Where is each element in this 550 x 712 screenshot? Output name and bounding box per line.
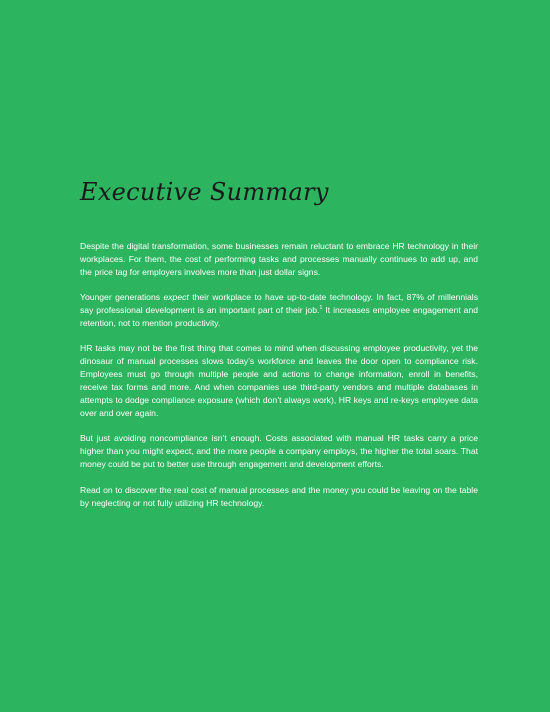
paragraph-text-segment: It increases employee engagement and retention, not to mention productivity. — [80, 305, 479, 329]
paragraph-read-on: Read on to discover the real cost of manual processes and the money you could be leaving on the table by neglecting or not fully utilizing HR technology. — [80, 484, 478, 508]
paragraph-hr-tasks: HR tasks may not be the first thing that comes to mind when discussing employee productivity, yet the dinosaur of manual processes slows today’s workforce and leaves the door open to compliance risk. Employees must go through multiple people and actions to change information, enroll in benefits, receive tax forms and more. And when companies use third-party vendors and multiple databases in attempts to dodge compliance exposure (which don’t always work), HR keys and re-keys employee data over and over again. — [80, 343, 478, 418]
page-title: Executive Summary — [80, 178, 329, 206]
paragraph-intro: Despite the digital transformation, some businesses remain reluctant to embrace HR technology in their workplaces. For them, the cost of performing tasks and processes manually continues to add up, and the price tag for employers involves more than just dollar signs. — [80, 241, 478, 277]
emphasis-expect: expect — [163, 292, 189, 303]
paragraph-text-segment: Younger generations — [80, 292, 164, 303]
paragraph-noncompliance: But just avoiding noncompliance isn’t enough. Costs associated with manual HR tasks carry a price higher than you might expect, and the more people a company employs, the higher the total soars. That money could be put to better use through engagement and development efforts. — [80, 433, 478, 470]
paragraph-younger-generations — [80, 291, 478, 330]
paragraph-text-segment: their workplace to have up-to-date technology. In fact, 87% of millennials say professional development is an important part of their job. — [80, 292, 479, 316]
footnote-marker: 1 — [319, 305, 323, 312]
summary-body — [80, 240, 478, 522]
